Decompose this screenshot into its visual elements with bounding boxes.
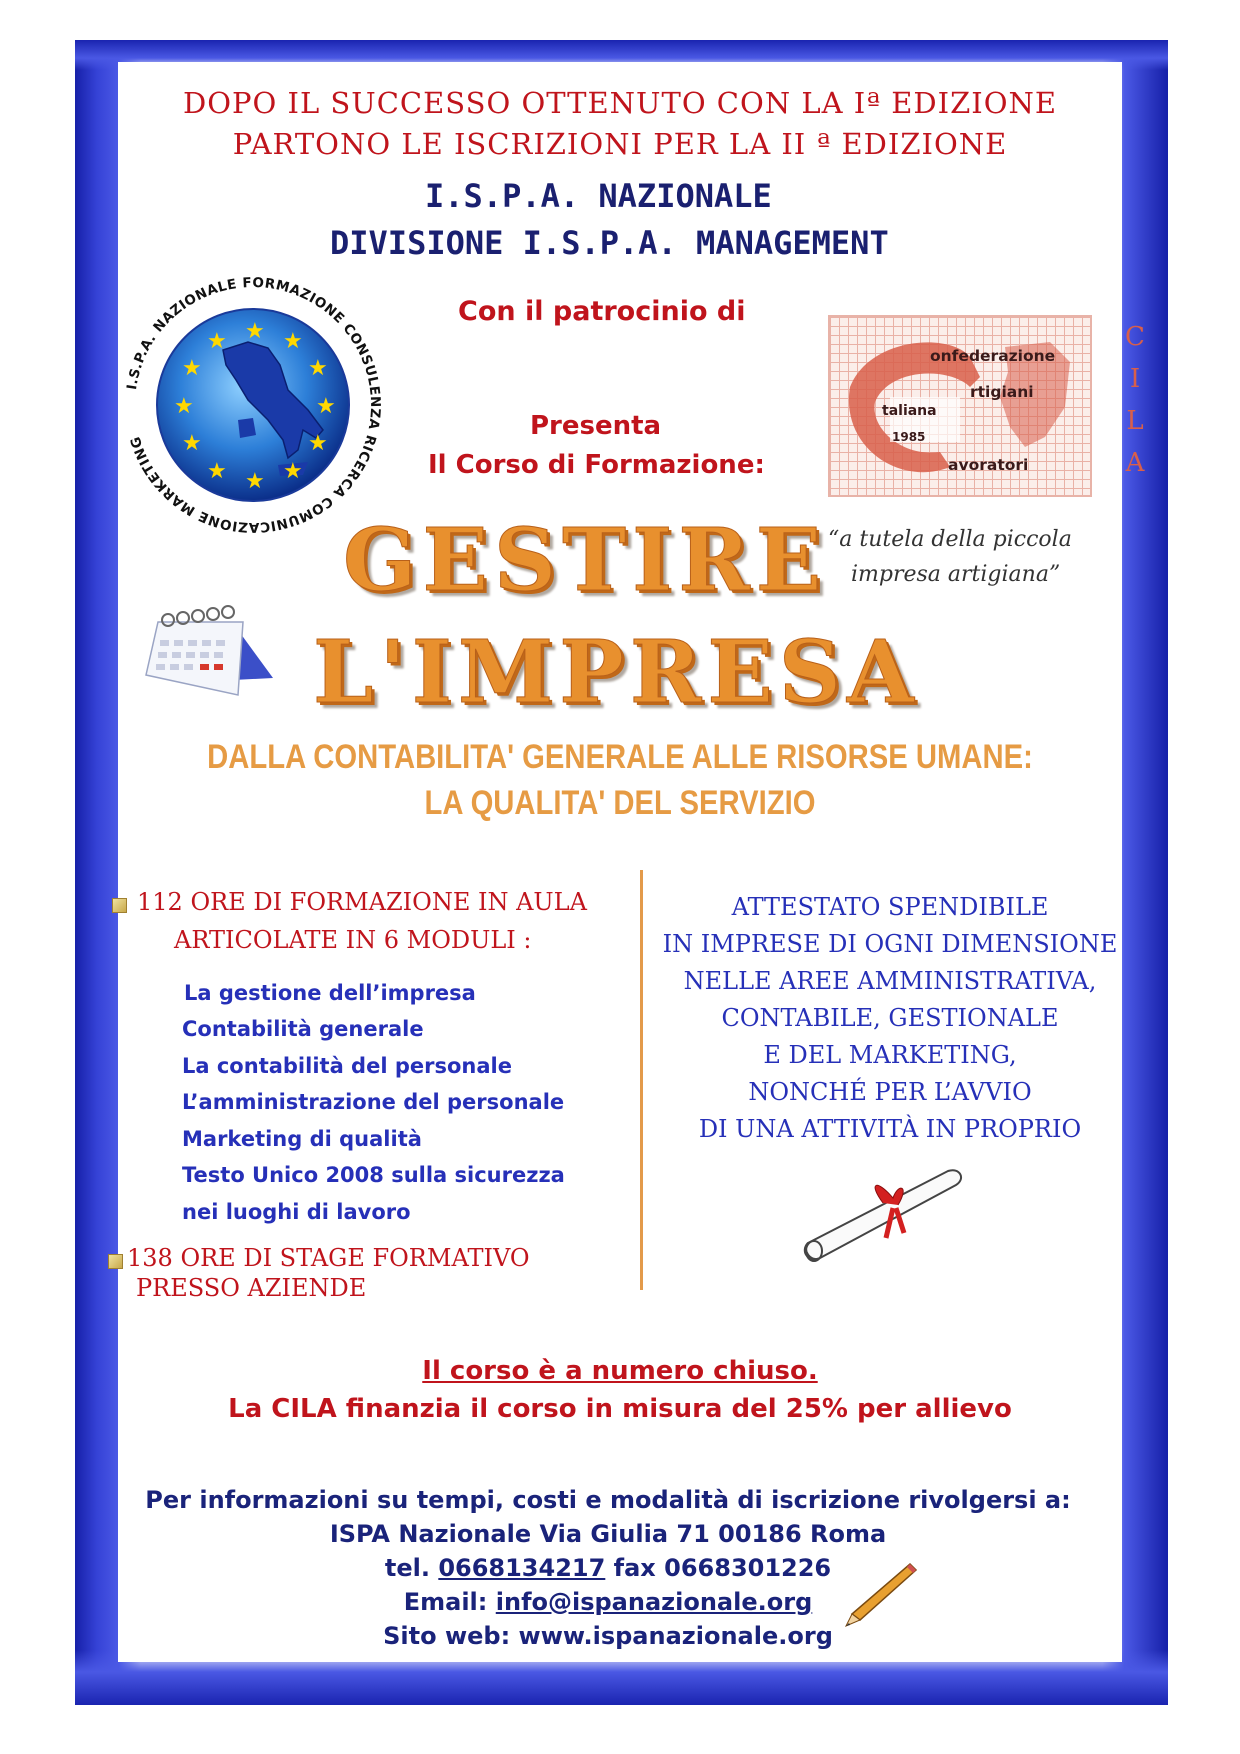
module-item: L’amministrazione del personale bbox=[182, 1090, 565, 1114]
calendar-icon bbox=[138, 600, 278, 710]
tel-link[interactable]: 0668134217 bbox=[438, 1554, 606, 1582]
diploma-scroll-icon bbox=[798, 1163, 968, 1273]
pencil-icon bbox=[840, 1560, 920, 1630]
cila-tagline2: impresa artigiana” bbox=[851, 562, 1061, 587]
certificate-line: NELLE AREE AMMINISTRATIVA, bbox=[683, 967, 1097, 995]
cila-line2: taliana bbox=[882, 403, 937, 419]
certificate-line: CONTABILE, GESTIONALE bbox=[721, 1004, 1059, 1032]
certificate-line: ATTESTATO SPENDIBILE bbox=[731, 893, 1049, 921]
hours-classroom bbox=[112, 888, 587, 916]
title-line1: GESTIRE bbox=[343, 510, 828, 611]
bullet-square-icon bbox=[112, 898, 127, 913]
funding-cila: CILA bbox=[271, 1394, 337, 1424]
contact-website[interactable]: Sito web: www.ispanazionale.org bbox=[383, 1622, 833, 1650]
cila-year: 1985 bbox=[892, 430, 926, 444]
svg-text:★: ★ bbox=[245, 469, 265, 494]
email-label: Email: bbox=[403, 1588, 496, 1616]
column-divider bbox=[640, 870, 643, 1290]
svg-text:★: ★ bbox=[174, 394, 194, 419]
cila-tagline1: “a tutela della piccola bbox=[828, 527, 1072, 552]
module-item: La contabilità del personale bbox=[182, 1054, 512, 1078]
module-item: Marketing di qualità bbox=[182, 1127, 422, 1151]
svg-text:★: ★ bbox=[207, 459, 227, 484]
cila-letter: L bbox=[1126, 406, 1144, 436]
svg-text:★: ★ bbox=[283, 329, 303, 354]
cila-letter: A bbox=[1125, 448, 1145, 478]
headline-line2: PARTONO LE ISCRIZIONI PER LA II ª EDIZIONE bbox=[232, 127, 1008, 161]
cila-logo bbox=[828, 315, 1092, 497]
contact-phone bbox=[88, 1550, 1128, 1586]
fax-number: fax 0668301226 bbox=[605, 1554, 832, 1582]
module-item: Testo Unico 2008 sulla sicurezza bbox=[182, 1163, 565, 1187]
tel-label: tel. bbox=[384, 1554, 439, 1582]
certificate-line: IN IMPRESE DI OGNI DIMENSIONE bbox=[662, 930, 1118, 958]
subtitle-line2: LA QUALITA' DEL SERVIZIO bbox=[424, 784, 816, 822]
presents-label: Presenta bbox=[530, 411, 662, 441]
cila-line1: onfederazione bbox=[930, 347, 1056, 365]
certificate-line: DI UNA ATTIVITÀ IN PROPRIO bbox=[698, 1115, 1082, 1143]
svg-text:★: ★ bbox=[182, 431, 202, 456]
patronage-label: Con il patrocinio di bbox=[458, 296, 746, 327]
svg-text:★: ★ bbox=[245, 319, 265, 344]
title-line2: L'IMPRESA bbox=[313, 622, 920, 723]
cila-line3: rtigiani bbox=[970, 383, 1034, 401]
hours-classroom-text: 112 ORE DI FORMAZIONE IN AULA bbox=[137, 888, 587, 916]
svg-text:★: ★ bbox=[316, 394, 336, 419]
svg-text:★: ★ bbox=[182, 356, 202, 381]
bullet-square-icon bbox=[108, 1254, 123, 1269]
cila-letter: C bbox=[1125, 322, 1145, 352]
svg-text:★: ★ bbox=[308, 431, 328, 456]
email-link[interactable]: info@ispanazionale.org bbox=[495, 1588, 813, 1616]
svg-text:★: ★ bbox=[308, 356, 328, 381]
contact-intro: Per informazioni su tempi, costi e modalità di iscrizione rivolgersi a: bbox=[145, 1486, 1071, 1514]
subtitle-line1: DALLA CONTABILITA' GENERALE ALLE RISORSE UMANE: bbox=[207, 738, 1033, 776]
certificate-text bbox=[655, 889, 1125, 1148]
ispa-logo bbox=[118, 270, 388, 540]
cila-letter: I bbox=[1129, 364, 1141, 394]
svg-text:★: ★ bbox=[207, 329, 227, 354]
certificate-line: NONCHÉ PER L’AVVIO bbox=[748, 1078, 1032, 1106]
funding-line bbox=[120, 1394, 1120, 1424]
closed-course-text: Il corso è a numero chiuso. bbox=[422, 1356, 818, 1386]
contact-address: ISPA Nazionale Via Giulia 71 00186 Roma bbox=[329, 1520, 887, 1548]
contact-email bbox=[88, 1584, 1128, 1620]
hours-stage-text: 138 ORE DI STAGE FORMATIVO bbox=[127, 1244, 530, 1272]
certificate-line: E DEL MARKETING, bbox=[763, 1041, 1017, 1069]
headline-line1: DOPO IL SUCCESSO OTTENUTO CON LA Iª EDIZIONE bbox=[182, 86, 1058, 120]
closed-course bbox=[120, 1356, 1120, 1386]
hours-stage bbox=[108, 1244, 530, 1272]
cila-line4: avoratori bbox=[948, 456, 1029, 474]
hours-stage-companies: PRESSO AZIENDE bbox=[136, 1274, 367, 1302]
course-label: Il Corso di Formazione: bbox=[428, 450, 765, 480]
org-division: DIVISIONE I.S.P.A. MANAGEMENT bbox=[330, 224, 889, 262]
module-item: Contabilità generale bbox=[182, 1017, 424, 1041]
funding-post: finanzia il corso in misura del 25% per allievo bbox=[336, 1394, 1012, 1424]
svg-text:★: ★ bbox=[283, 459, 303, 484]
funding-pre: La bbox=[228, 1394, 272, 1424]
ispa-ring-text: I.S.P.A. NAZIONALE FORMAZIONE CONSULENZA RICERCA COMUNICAZIONE MARKETING bbox=[124, 274, 384, 536]
org-name: I.S.P.A. NAZIONALE bbox=[425, 177, 772, 215]
hours-modules: ARTICOLATE IN 6 MODULI : bbox=[174, 926, 532, 954]
module-item: nei luoghi di lavoro bbox=[182, 1200, 411, 1224]
module-item: La gestione dell’impresa bbox=[184, 981, 476, 1005]
cila-vertical bbox=[1124, 316, 1146, 484]
